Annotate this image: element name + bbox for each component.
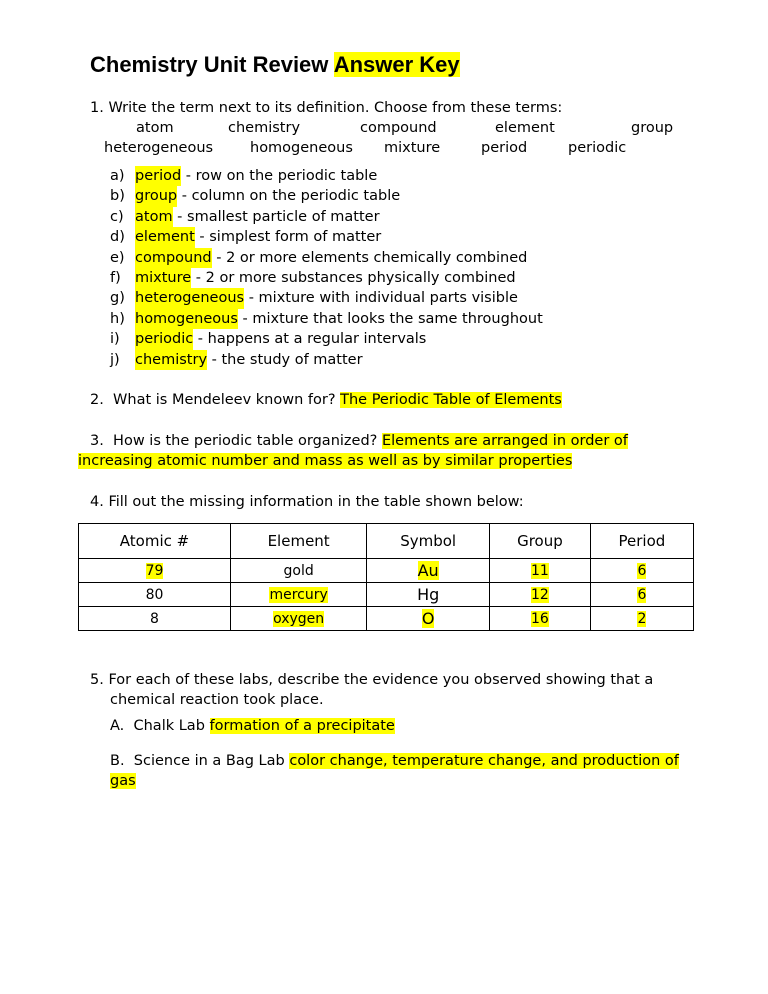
table-cell: [490, 559, 591, 583]
cell-value: 79: [145, 562, 164, 579]
terms-row1-0: atom: [136, 120, 174, 136]
definition-item: [110, 309, 543, 329]
definition-term: compound: [135, 248, 212, 268]
cell-value: 16: [531, 610, 549, 627]
header-element: Element: [231, 524, 367, 559]
definition-label: d): [110, 229, 125, 246]
terms-row2-4: periodic: [568, 140, 627, 156]
cell-value: 6: [637, 586, 647, 603]
definition-label: h): [110, 310, 125, 327]
definition-label: a): [110, 168, 125, 184]
cell-value: oxygen: [273, 610, 325, 627]
table-cell: [590, 607, 693, 631]
definition-text: - 2 or more substances physically combined: [191, 270, 516, 287]
table-cell: [590, 559, 693, 583]
cell-value: gold: [283, 562, 314, 579]
definition-term: periodic: [135, 329, 193, 349]
page-title: [90, 52, 460, 78]
question-3-line2: [78, 453, 572, 469]
terms-row1-2: compound: [360, 120, 437, 136]
question-2-prompt: 2. What is Mendeleev known for?: [90, 392, 341, 408]
cell-value: 80: [145, 586, 164, 603]
cell-value: 2: [637, 610, 647, 627]
lab-b-label: B. Science in a Bag Lab: [110, 753, 290, 769]
terms-row2-3: period: [481, 140, 528, 156]
question-2-answer: The Periodic Table of Elements: [340, 392, 562, 408]
table-cell: [367, 559, 490, 583]
definition-item: [110, 207, 543, 227]
definition-item: [110, 350, 543, 370]
question-3-answer-line1: Elements are arranged in order of: [381, 433, 628, 449]
lab-b-answer-line1: color change, temperature change, and production of: [289, 753, 679, 769]
definition-item: [110, 288, 543, 308]
question-1-prompt: 1. Write the term next to its definition. Choose from these terms:: [90, 100, 563, 116]
table-cell: [231, 583, 367, 607]
title-prefix: Chemistry Unit Review: [90, 52, 329, 77]
question-5-prompt-line2: chemical reaction took place.: [110, 692, 324, 708]
definition-term: atom: [135, 207, 173, 227]
definition-text: - mixture with individual parts visible: [244, 290, 518, 307]
cell-value: 12: [531, 586, 549, 603]
definition-label: e): [110, 249, 125, 266]
question-3-prompt: 3. How is the periodic table organized?: [90, 433, 382, 449]
definition-text: - simplest form of matter: [194, 229, 382, 246]
definition-term: period: [135, 166, 181, 186]
definition-text: - row on the periodic table: [181, 168, 378, 184]
lab-b-line2: [110, 773, 136, 789]
definitions-list: [110, 166, 543, 370]
definition-term: chemistry: [135, 350, 207, 370]
definition-term: element: [135, 227, 195, 247]
table-cell: [490, 583, 591, 607]
definition-label: b): [110, 188, 125, 205]
lab-b-line1: [110, 753, 679, 769]
table-cell: [490, 607, 591, 631]
cell-value: O: [421, 609, 435, 628]
terms-row1-3: element: [495, 120, 555, 136]
elements-table: [78, 523, 694, 631]
cell-value: Au: [417, 561, 439, 580]
table-row: [79, 607, 694, 631]
definition-item: [110, 166, 543, 186]
definition-term: heterogeneous: [135, 288, 244, 308]
terms-row1-4: group: [631, 120, 674, 136]
definition-label: i): [110, 331, 120, 348]
lab-a-answer: formation of a precipitate: [209, 718, 395, 734]
definition-term: group: [135, 186, 177, 206]
terms-row2-0: heterogeneous: [104, 140, 214, 156]
definition-item: [110, 329, 543, 349]
lab-a: [110, 718, 395, 734]
definition-text: - 2 or more elements chemically combined: [211, 249, 528, 266]
cell-value: 11: [531, 562, 549, 579]
question-3-answer-line2: increasing atomic number and mass as well as by similar properties: [78, 453, 573, 469]
table-cell: [79, 583, 231, 607]
definition-text: - column on the periodic table: [177, 188, 401, 205]
definition-label: f): [110, 270, 121, 287]
definition-text: - the study of matter: [207, 351, 363, 368]
cell-value: 6: [637, 562, 647, 579]
definition-label: j): [110, 351, 120, 368]
lab-a-label: A. Chalk Lab: [110, 718, 210, 734]
cell-value: mercury: [269, 586, 328, 603]
question-2: [90, 392, 562, 408]
table-cell: [79, 607, 231, 631]
definition-text: - mixture that looks the same throughout: [237, 310, 543, 327]
definition-term: mixture: [135, 268, 191, 288]
question-3-line1: [90, 433, 628, 449]
question-4-prompt: 4. Fill out the missing information in the table shown below:: [90, 494, 524, 510]
terms-row2-1: homogeneous: [250, 140, 353, 156]
terms-row2-2: mixture: [384, 140, 441, 156]
definition-item: [110, 186, 543, 206]
header-atomic-number: Atomic #: [79, 524, 231, 559]
definition-term: homogeneous: [135, 309, 238, 329]
table-cell: [367, 583, 490, 607]
header-period: Period: [590, 524, 693, 559]
header-group: Group: [490, 524, 591, 559]
terms-row1-1: chemistry: [228, 120, 301, 136]
definition-label: g): [110, 290, 125, 307]
cell-value: 8: [150, 610, 159, 627]
definition-item: [110, 248, 543, 268]
table-cell: [367, 607, 490, 631]
definition-item: [110, 268, 543, 288]
table-cell: [231, 559, 367, 583]
lab-b-answer-line2: gas: [110, 773, 136, 789]
question-5-prompt-line1: 5. For each of these labs, describe the evidence you observed showing that a: [90, 672, 654, 688]
definition-item: [110, 227, 543, 247]
table-row: [79, 559, 694, 583]
table-row: [79, 583, 694, 607]
table-header-row: [79, 524, 694, 559]
cell-value: Hg: [417, 585, 440, 604]
table-cell: [590, 583, 693, 607]
definition-text: - happens at a regular intervals: [193, 331, 427, 348]
definition-text: - smallest particle of matter: [172, 208, 380, 225]
definition-label: c): [110, 208, 124, 225]
table-cell: [231, 607, 367, 631]
title-highlight: Answer Key: [333, 52, 460, 77]
header-symbol: Symbol: [367, 524, 490, 559]
table-cell: [79, 559, 231, 583]
